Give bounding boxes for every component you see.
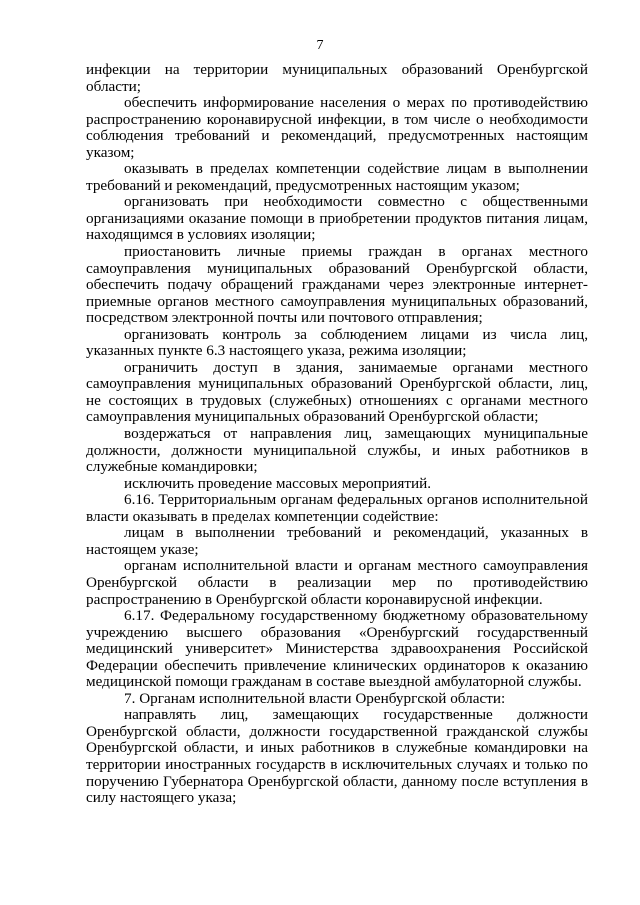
- page-number: 7: [316, 38, 324, 53]
- paragraph: организовать при необходимости совместно с общественными организациями оказание помощи в приобретении продуктов питания лицам, находящимся в условиях изоляции;: [86, 193, 588, 244]
- paragraph: обеспечить информирование населения о мерах по противодействию распространению коронавирусной инфекции, в том числе о необходимости соблюдения требований и рекомендаций, предусмотренных настоящим указом;: [86, 94, 588, 161]
- paragraph: 6.17. Федеральному государственному бюджетному образовательному учреждению высшего образования «Оренбургский государственный медицинский университет» Министерства здравоохранения Российской Федерации обеспечить привлечение клинических ординаторов к оказанию медицинской помощи гражданам в составе выездной амбулаторной службы.: [86, 607, 588, 691]
- paragraph: инфекции на территории муниципальных образований Оренбургской области;: [86, 61, 588, 95]
- paragraph: ограничить доступ в здания, занимаемые органами местного самоуправления муниципальных образований Оренбургской области, лиц, не состоящих в трудовых (служебных) отношениях с органами местного самоуправления муниципальных образований Оренбургской области;: [86, 358, 588, 426]
- paragraph: органам исполнительной власти и органам местного самоуправления Оренбургской области в реализации мер по противодействию распространению в Оренбургской области коронавирусной инфекции.: [86, 557, 588, 608]
- paragraph: лицам в выполнении требований и рекомендаций, указанных в настоящем указе;: [86, 524, 588, 558]
- paragraph: оказывать в пределах компетенции содействие лицам в выполнении требований и рекомендаций, предусмотренных настоящим указом;: [86, 160, 588, 194]
- paragraph: 6.16. Территориальным органам федеральных органов исполнительной власти оказывать в пределах компетенции содействие:: [86, 491, 588, 525]
- paragraph: 7. Органам исполнительной власти Оренбургской области:: [124, 689, 506, 707]
- paragraph: организовать контроль за соблюдением лицами из числа лиц, указанных пункте 6.3 настоящего указа, режима изоляции;: [86, 325, 588, 360]
- paragraph: направлять лиц, замещающих государственные должности Оренбургской области, должности государственной гражданской службы Оренбургской области, и иных работников в служебные командировки на территории иностранных государств в исключительных случаях и только по поручению Губернатора Оренбургской области, данному после вступления в силу настоящего указа;: [86, 706, 588, 807]
- paragraph: воздержаться от направления лиц, замещающих муниципальные должности, должности муниципальной службы, и иных работников в служебные командировки;: [86, 425, 588, 476]
- paragraph: исключить проведение массовых мероприятий.: [124, 474, 432, 492]
- document-body: [86, 62, 588, 807]
- paragraph: приостановить личные приемы граждан в органах местного самоуправления муниципальных образований Оренбургской области, обеспечить подачу обращений гражданами через электронные интернет-приемные органов местного самоуправления муниципальных образований, посредством электронной почты или почтового отправления;: [86, 243, 588, 327]
